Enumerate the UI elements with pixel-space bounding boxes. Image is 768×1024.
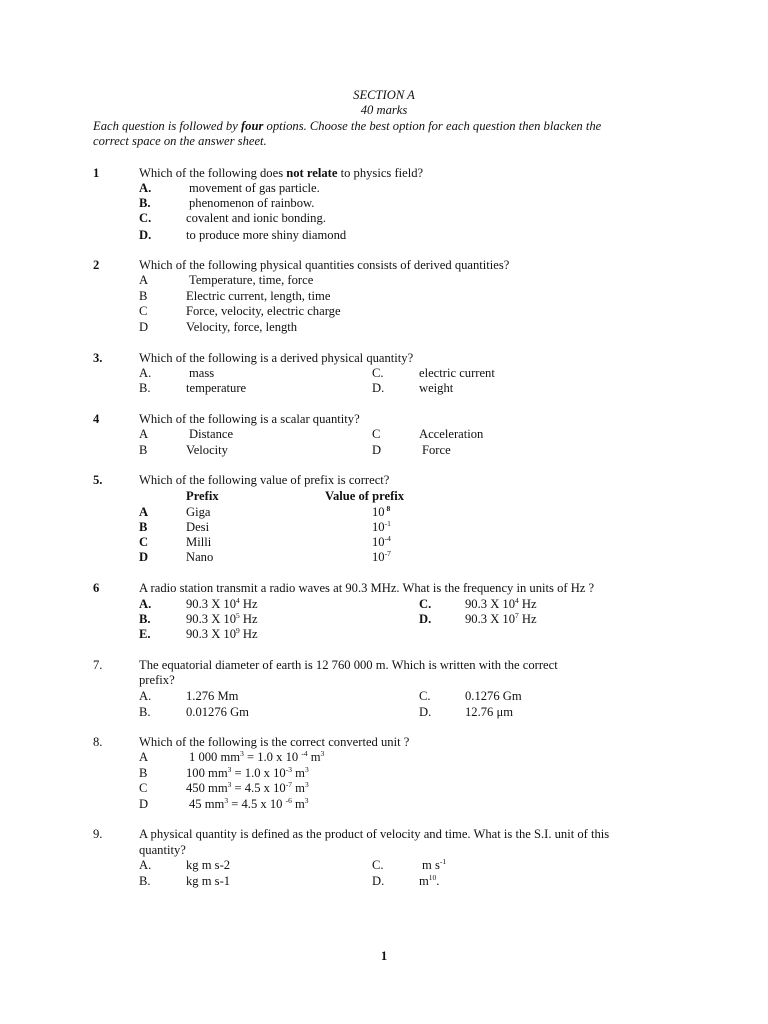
section-title: SECTION A <box>353 88 415 102</box>
question-text: Which of the following is the correct converted unit ? <box>139 735 410 749</box>
prefix-value: $10^{-7}$ <box>372 549 391 564</box>
instructions-line-2: correct space on the answer sheet. <box>93 134 267 148</box>
option-label: D <box>139 797 149 811</box>
question-text-line-2: quantity? <box>139 843 186 857</box>
question-number: 3. <box>93 351 103 365</box>
option-label: B. <box>139 874 151 888</box>
option-label: C. <box>372 366 384 380</box>
question-text: Which of the following physical quantities consists of derived quantities? <box>139 258 510 272</box>
question-text-line-1: The equatorial diameter of earth is 12 760 000 m. Which is written with the correct <box>139 658 558 672</box>
option-label: D <box>139 320 149 334</box>
option-label: A. <box>139 366 152 380</box>
option-label: C <box>372 427 381 441</box>
option-text: Electric current, length, time <box>186 289 331 303</box>
question-text: Which of the following value of prefix is correct? <box>139 473 390 487</box>
option-text: kg m s-1 <box>186 874 231 888</box>
option-text: Temperature, time, force <box>189 273 314 287</box>
question-text-line-2: prefix? <box>139 673 175 687</box>
option-label: A <box>139 750 149 764</box>
option-text: Velocity, force, length <box>186 320 298 334</box>
option-label: C <box>139 304 148 318</box>
option-label: A <box>139 427 149 441</box>
question-number: 6 <box>93 581 100 595</box>
option-text: 1 000 $mm^3 = 1.0$ x 10 $^{-4}$ $m^3$ <box>189 749 325 764</box>
option-label: D. <box>372 874 385 888</box>
page-number: 1 <box>380 949 388 963</box>
question-number: 5. <box>93 473 103 487</box>
question-number: 7. <box>93 658 103 672</box>
option-text: 90.3 X $10^5$ Hz <box>186 611 258 626</box>
question-text: Which of the following does not relate to physics field? <box>139 166 424 180</box>
column-header-value: Value of prefix <box>325 489 405 503</box>
option-text: mass <box>189 366 215 380</box>
option-label: B. <box>139 196 151 210</box>
option-text: Force, velocity, electric charge <box>186 304 341 318</box>
question-number: 2 <box>93 258 100 272</box>
option-text: 0.1276 Gm <box>465 689 522 703</box>
option-text: 45 $mm^3 = 4.5$ x 10 $^{-6}$ $m^3$ <box>189 796 309 811</box>
option-text: Distance <box>189 427 234 441</box>
option-label: C. <box>419 597 432 611</box>
question-number: 4 <box>93 412 100 426</box>
prefix-name: Nano <box>186 550 214 564</box>
option-label: A. <box>139 597 152 611</box>
option-text: 90.3 X $10^4$ Hz <box>465 596 537 611</box>
option-text: Acceleration <box>419 427 484 441</box>
option-label: A <box>139 505 149 519</box>
question-number: 9. <box>93 827 103 841</box>
prefix-value: $10^{-1}$ <box>372 519 391 534</box>
option-text: $m^{10}$. <box>419 873 440 888</box>
option-text: 90.3 X $10^7$ Hz <box>465 611 537 626</box>
option-text: weight <box>419 381 454 395</box>
prefix-name: Desi <box>186 520 210 534</box>
option-label: A <box>139 273 149 287</box>
option-label: A. <box>139 181 152 195</box>
option-label: C. <box>419 689 431 703</box>
question-text: A radio station transmit a radio waves at 90.3 MHz. What is the frequency in units of Hz ? <box>139 581 595 595</box>
option-label: D. <box>419 705 432 719</box>
option-text: electric current <box>419 366 495 380</box>
option-text: Force <box>422 443 451 457</box>
option-label: B <box>139 520 148 534</box>
option-text: covalent and ionic bonding. <box>186 211 326 225</box>
option-label: B <box>139 443 148 457</box>
option-label: C <box>139 781 148 795</box>
question-number: 1 <box>93 166 100 180</box>
option-text: to produce more shiny diamond <box>186 228 347 242</box>
section-marks: 40 marks <box>360 103 408 117</box>
option-text: temperature <box>186 381 247 395</box>
option-label: C. <box>139 211 152 225</box>
option-text: 90.3 X $10^4$ Hz <box>186 596 258 611</box>
option-label: D. <box>139 228 152 242</box>
option-label: D <box>139 550 149 564</box>
option-text: 1.276 Mm <box>186 689 239 703</box>
option-text: Velocity <box>186 443 228 457</box>
question-text-line-1: A physical quantity is defined as the product of velocity and time. What is the S.I. unit of this <box>139 827 610 841</box>
option-label: E. <box>139 627 151 641</box>
option-label: B <box>139 289 148 303</box>
question-number: 8. <box>93 735 103 749</box>
option-label: B. <box>139 612 151 626</box>
option-text: 12.76 μm <box>465 705 514 719</box>
prefix-name: Milli <box>186 535 212 549</box>
question-text: Which of the following is a derived physical quantity? <box>139 351 414 365</box>
option-label: D. <box>419 612 432 626</box>
option-text: 450 $mm^3 = 4.5$ x $10^{-7}$ $m^3$ <box>186 780 309 795</box>
option-text: 100 $mm^3 = 1.0$ x $10^{-3}$ $m^3$ <box>186 765 309 780</box>
option-label: C <box>139 535 149 549</box>
option-label: D <box>372 443 382 457</box>
option-label: B <box>139 766 148 780</box>
option-label: A. <box>139 858 152 872</box>
option-text: m $s^{-1}$ <box>422 857 447 872</box>
option-label: A. <box>139 689 152 703</box>
question-text: Which of the following is a scalar quantity? <box>139 412 360 426</box>
prefix-value: 10 $^8$ <box>372 504 391 519</box>
option-label: C. <box>372 858 384 872</box>
option-label: B. <box>139 381 151 395</box>
option-label: D. <box>372 381 385 395</box>
option-text: kg m s-2 <box>186 858 231 872</box>
option-text: 0.01276 Gm <box>186 705 249 719</box>
option-label: B. <box>139 705 151 719</box>
option-text: phenomenon of rainbow. <box>189 196 315 210</box>
prefix-name: Giga <box>186 505 211 519</box>
column-header-prefix: Prefix <box>186 489 219 503</box>
option-text: 90.3 X $10^9$ Hz <box>186 626 258 641</box>
instructions-line-1: Each question is followed by four options. Choose the best option for each question then blacken the <box>93 119 602 133</box>
prefix-value: $10^{-4}$ <box>372 534 391 549</box>
option-text: movement of gas particle. <box>189 181 320 195</box>
